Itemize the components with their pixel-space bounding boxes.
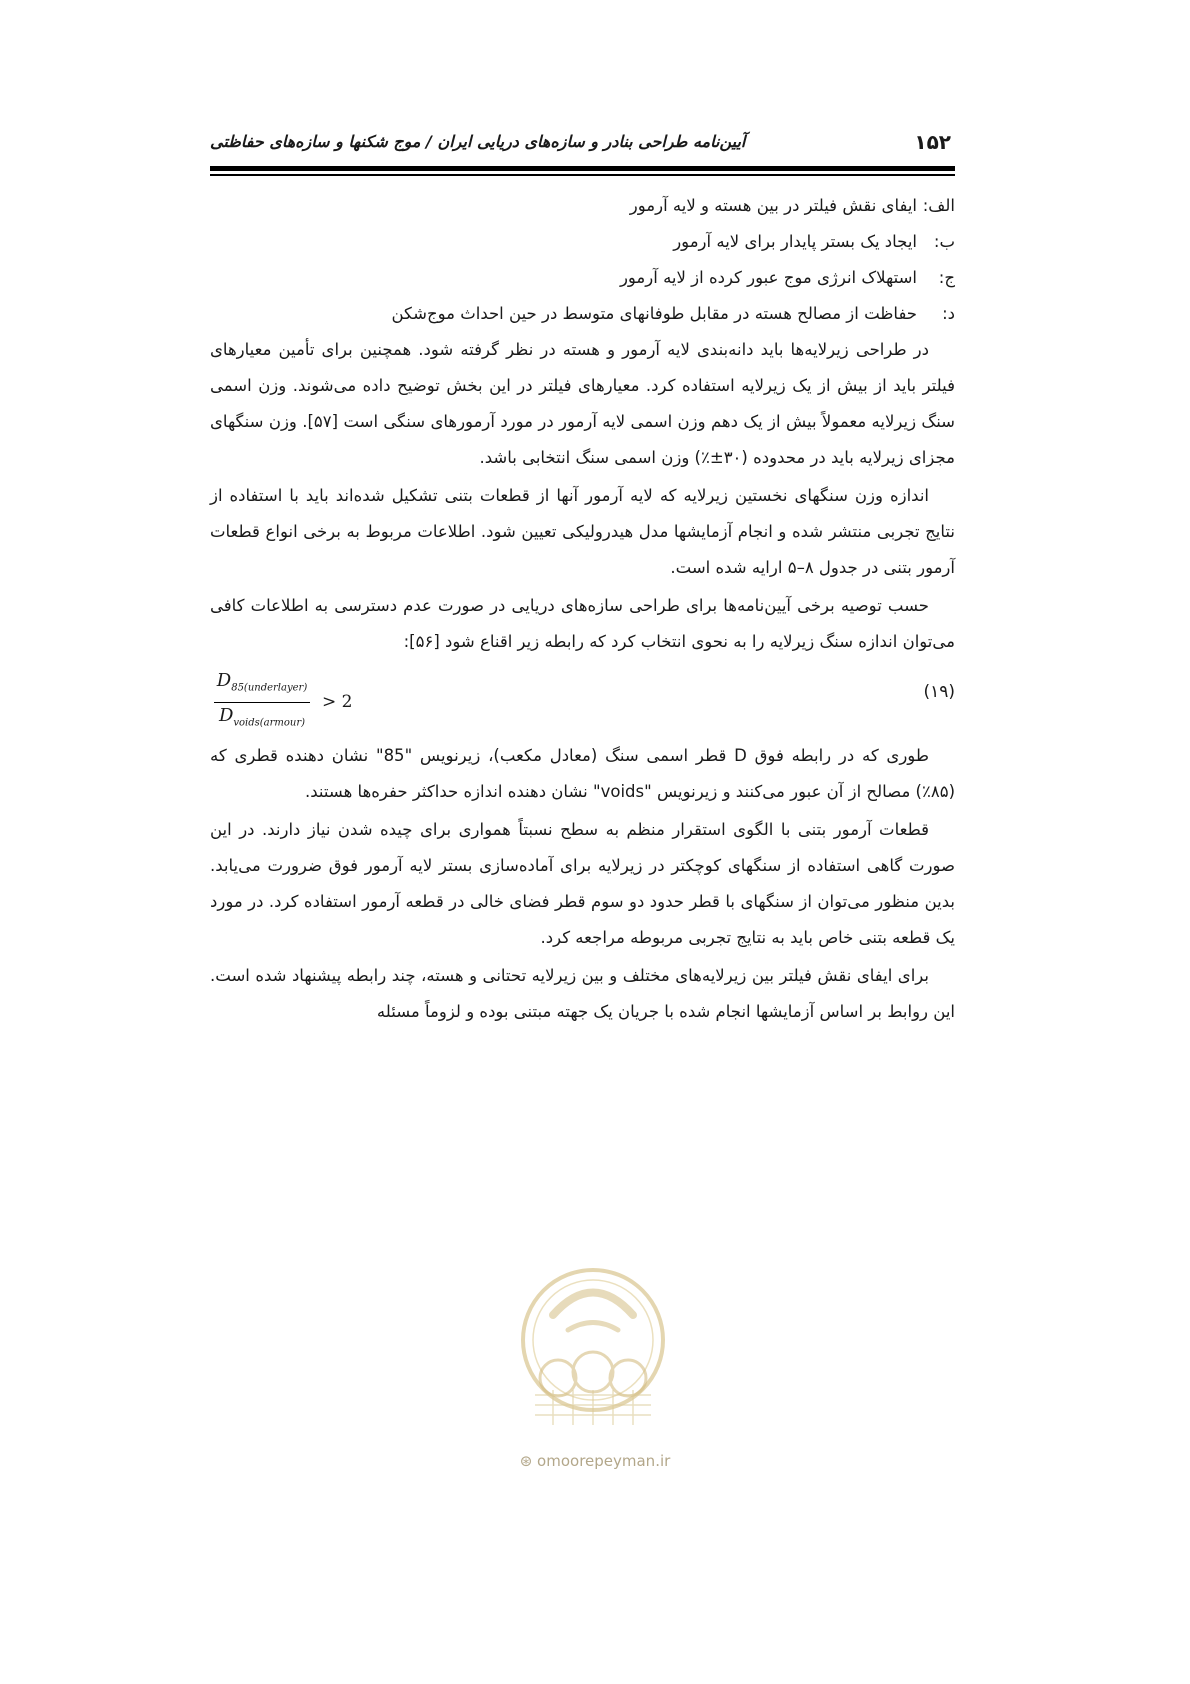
- paragraph: حسب توصیه برخی آیین‌نامه‌ها برای طراحی سازه‌های دریایی در صورت عدم دسترسی به اطلاعات کافی می‌توان اندازه سنگ زیرلایه را به نحوی انتخاب کرد که رابطه زیر اقناع شود [۵۶]:: [210, 596, 955, 651]
- list-marker: الف:: [922, 196, 955, 215]
- watermark-logo: [513, 1260, 673, 1440]
- list-marker: د:: [942, 304, 955, 323]
- list-text: ایفای نقش فیلتر در بین هسته و لایه آرمور: [629, 196, 917, 215]
- watermark-icon: ⊛: [519, 1452, 533, 1470]
- watermark-site: [0, 1452, 1190, 1470]
- equation-denominator: $D_{voids(armour)}$: [218, 704, 306, 729]
- paragraph: اندازه وزن سنگهای نخستین زیرلایه که لایه آرمور آنها از قطعات بتنی تشکیل شده‌اند باید با استفاده از نتایج تجربی منتشر شده و انجام آزمایشها مدل هیدرولیکی تعیین شود. اطلاعات مربوط به برخی انواع قطعات آرمور بتنی در جدول ۸–۵ ارایه شده است.: [210, 486, 955, 577]
- list-item: [210, 224, 955, 260]
- equation-number: (۱۹): [923, 682, 955, 702]
- list-text: ایجاد یک بستر پایدار برای لایه آرمور: [673, 232, 917, 251]
- paragraph: طوری که در رابطه فوق D قطر اسمی سنگ (معادل مکعب)، زیرنویس "85" نشان دهنده قطری که (۸۵٪) مصالح از آن عبور می‌کنند و زیرنویس "voids" نشان دهنده اندازه حداکثر حفره‌ها هستند.: [210, 746, 955, 801]
- watermark-site-text: omoorepeyman.ir: [537, 1452, 671, 1470]
- header-rule-thin: [210, 174, 955, 176]
- equation-relation: > 2: [322, 692, 353, 712]
- fraction-bar: [214, 702, 310, 703]
- list-item: [210, 296, 955, 332]
- paragraph: در طراحی زیرلایه‌ها باید دانه‌بندی لایه آرمور و هسته در نظر گرفته شود. همچنین برای تأمین معیارهای فیلتر باید از بیش از یک زیرلایه استفاده کرد. معیارهای فیلتر در این بخش توضیح داده می‌شوند. وزن اسمی سنگ زیرلایه معمولاً بیش از یک دهم وزن اسمی لایه آرمور در مورد آرمورهای سنگی است [۵۷]. وزن سنگهای مجزای زیرلایه باید در محدوده (۳۰±٪) وزن اسمی سنگ انتخابی باشد.: [210, 340, 955, 467]
- list-marker: ب:: [933, 232, 955, 251]
- list-text: حفاظت از مصالح هسته در مقابل طوفانهای متوسط در حین احداث موج‌شکن: [391, 304, 917, 323]
- list-text: استهلاک انرژی موج عبور کرده از لایه آرمور: [619, 268, 917, 287]
- list-item: [210, 260, 955, 296]
- page-header: [210, 128, 955, 164]
- list-marker: ج:: [938, 268, 955, 287]
- header-rule-thick: [210, 166, 955, 171]
- running-title: آیین‌نامه طراحی بنادر و سازه‌های دریایی ایران / موج شکنها و سازه‌های حفاظتی: [210, 132, 746, 151]
- paragraph: قطعات آرمور بتنی با الگوی استقرار منظم به سطح نسبتاً همواری برای چیده شدن نیاز دارند. در این صورت گاهی استفاده از سنگهای کوچکتر در زیرلایه برای آماده‌سازی بستر لایه آرمور فوق ضرورت می‌یابد. بدین منظور می‌توان از سنگهای با قطر حدود دو سوم قطر فضای خالی در قطعه آرمور استفاده کرد. در مورد یک قطعه بتنی خاص باید به نتایج تجربی مربوطه مراجعه کرد.: [210, 820, 955, 947]
- paragraph: برای ایفای نقش فیلتر بین زیرلایه‌های مختلف و بین زیرلایه تحتانی و هسته، چند رابطه پیشنهاد شده است. این روابط بر اساس آزمایشها انجام شده با جریان یک جهته مبتنی بوده و لزوماً مسئله: [210, 966, 955, 1021]
- equation-19: [210, 660, 955, 738]
- page-number: ۱۵۲: [914, 130, 951, 154]
- equation-numerator: $D_{85(underlayer)}$: [216, 670, 308, 694]
- equation-fraction: [214, 670, 310, 734]
- page-body: [210, 188, 955, 1030]
- list-item: [210, 188, 955, 224]
